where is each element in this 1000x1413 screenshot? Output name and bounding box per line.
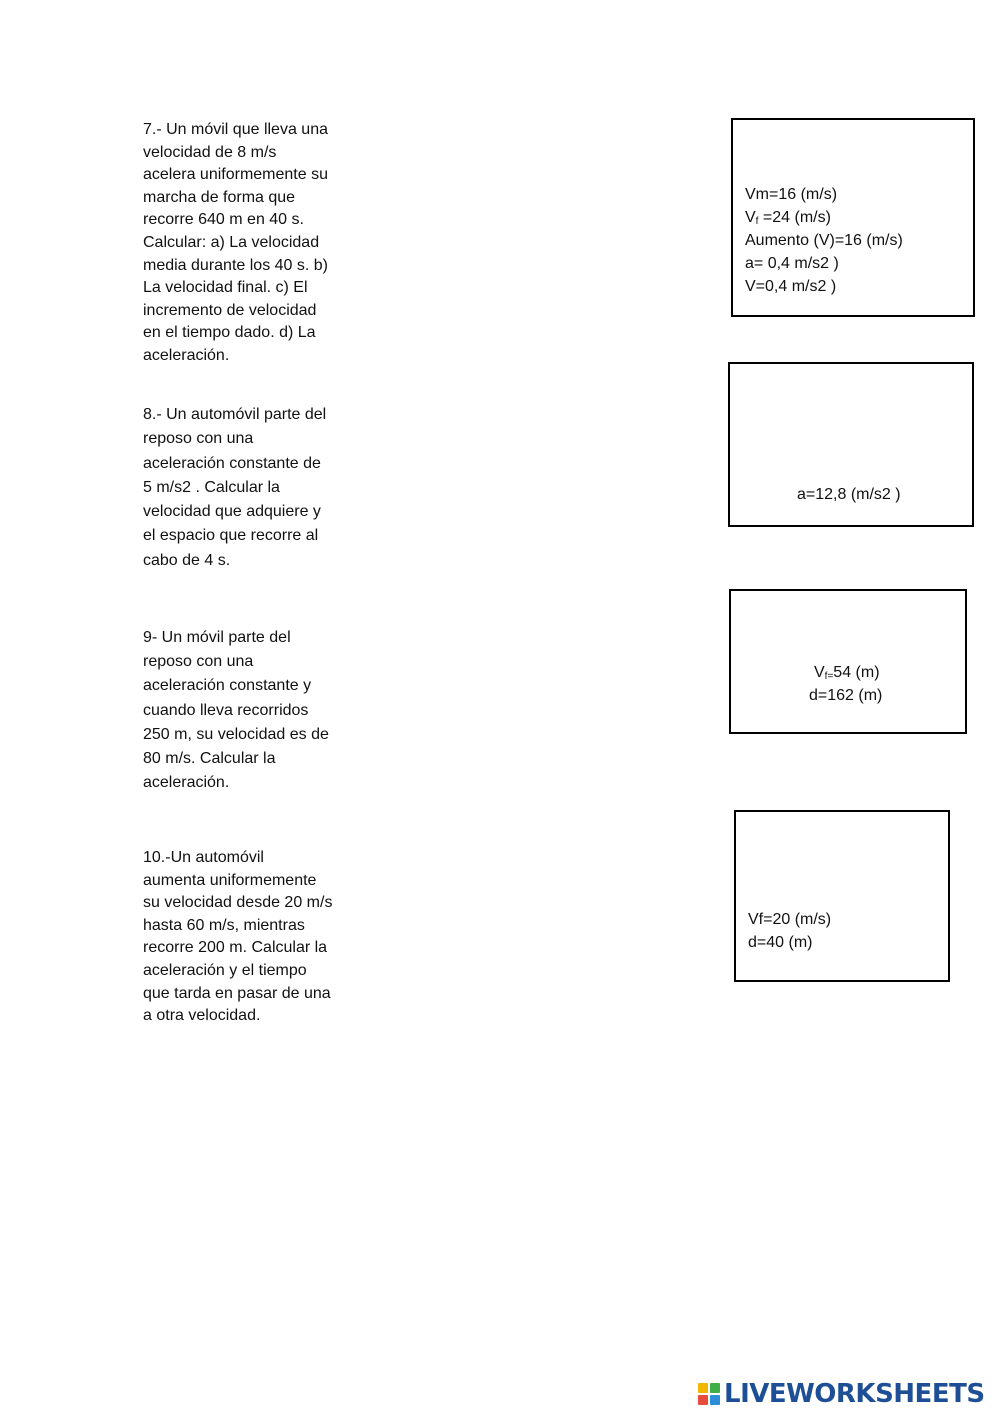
logo-square-icon [710,1395,720,1405]
text-line: 8.- Un automóvil parte del [143,406,327,423]
answer-vf: Vf=20 (m/s) [748,911,832,928]
answer-v: V=0,4 m/s2 ) [745,278,837,295]
text-line: aceleración constante de [143,454,321,472]
text-line: 80 m/s. Calcular la [143,750,276,768]
logo-square-icon [698,1395,708,1405]
answer-vm: Vm=16 (m/s) [745,186,838,203]
text-line: marcha de forma que [143,188,296,206]
answer-vf [814,661,880,686]
text-line: incremento de velocidad [143,301,317,319]
logo-text: LIVEWORKSHEETS [724,1379,985,1409]
text-line: aceleración. [143,774,230,792]
text-line: cabo de 4 s. [143,551,231,569]
text-line: velocidad que adquiere y [143,503,321,521]
text-line: Calcular: a) La velocidad [143,233,320,251]
text-line: aumenta uniformemente [143,871,317,889]
text-line: a otra velocidad. [143,1007,261,1025]
text-line: su velocidad desde 20 m/s [143,894,333,912]
text-line: aceleración. [143,346,230,364]
answer-box-10[interactable] [734,810,950,982]
problem-8-text [143,403,348,573]
text-line: 9- Un móvil parte del [143,629,291,646]
text-line: aceleración y el tiempo [143,961,307,979]
text-line: que tarda en pasar de una [143,984,331,1002]
text-line: 5 m/s2 . Calcular la [143,478,280,496]
answer-distance: d=162 (m) [809,687,883,704]
problem-7-text [143,119,348,368]
text-line: 10.-Un automóvil [143,849,264,866]
logo-square-icon [698,1383,708,1393]
text-line: recorre 640 m en 40 s. [143,211,304,229]
text-line: aceleración constante y [143,677,312,695]
text-line: recorre 200 m. Calcular la [143,939,328,957]
logo-square-icon [710,1383,720,1393]
liveworksheets-logo [698,1378,985,1410]
problem-9-text [143,626,348,795]
answer-box-7[interactable] [731,118,975,317]
answer-distance: d=40 (m) [748,934,813,951]
answer-acceleration: a= 0,4 m/s2 ) [745,255,839,272]
answer-vf [745,206,831,231]
text-line: La velocidad final. c) El [143,279,308,297]
answer-aumento: Aumento (V)=16 (m/s) [745,232,903,249]
vf-subscript: f [755,216,759,227]
vf-symbol: V [745,209,756,226]
text-line: el espacio que recorre al [143,527,319,545]
text-line: velocidad de 8 m/s [143,143,277,161]
answer-acceleration: a=12,8 (m/s2 ) [797,486,901,503]
logo-mark-icon [698,1383,720,1405]
text-line: acelera uniformemente su [143,166,328,184]
text-line: hasta 60 m/s, mientras [143,916,305,934]
problem-10-text [143,847,348,1028]
text-line: 250 m, su velocidad es de [143,725,329,743]
text-line: 7.- Un móvil que lleva una [143,121,328,138]
vf-subscript: f= [824,671,834,682]
answer-box-8[interactable] [728,362,974,527]
vf-symbol: V [814,664,825,681]
answer-box-9[interactable] [729,589,967,734]
text-line: cuando lleva recorridos [143,701,309,719]
vf-value: =24 (m/s) [758,209,831,226]
text-line: reposo con una [143,653,254,671]
vf-value: 54 (m) [833,664,880,681]
text-line: en el tiempo dado. d) La [143,324,316,342]
text-line: media durante los 40 s. b) [143,256,328,274]
text-line: reposo con una [143,430,254,448]
